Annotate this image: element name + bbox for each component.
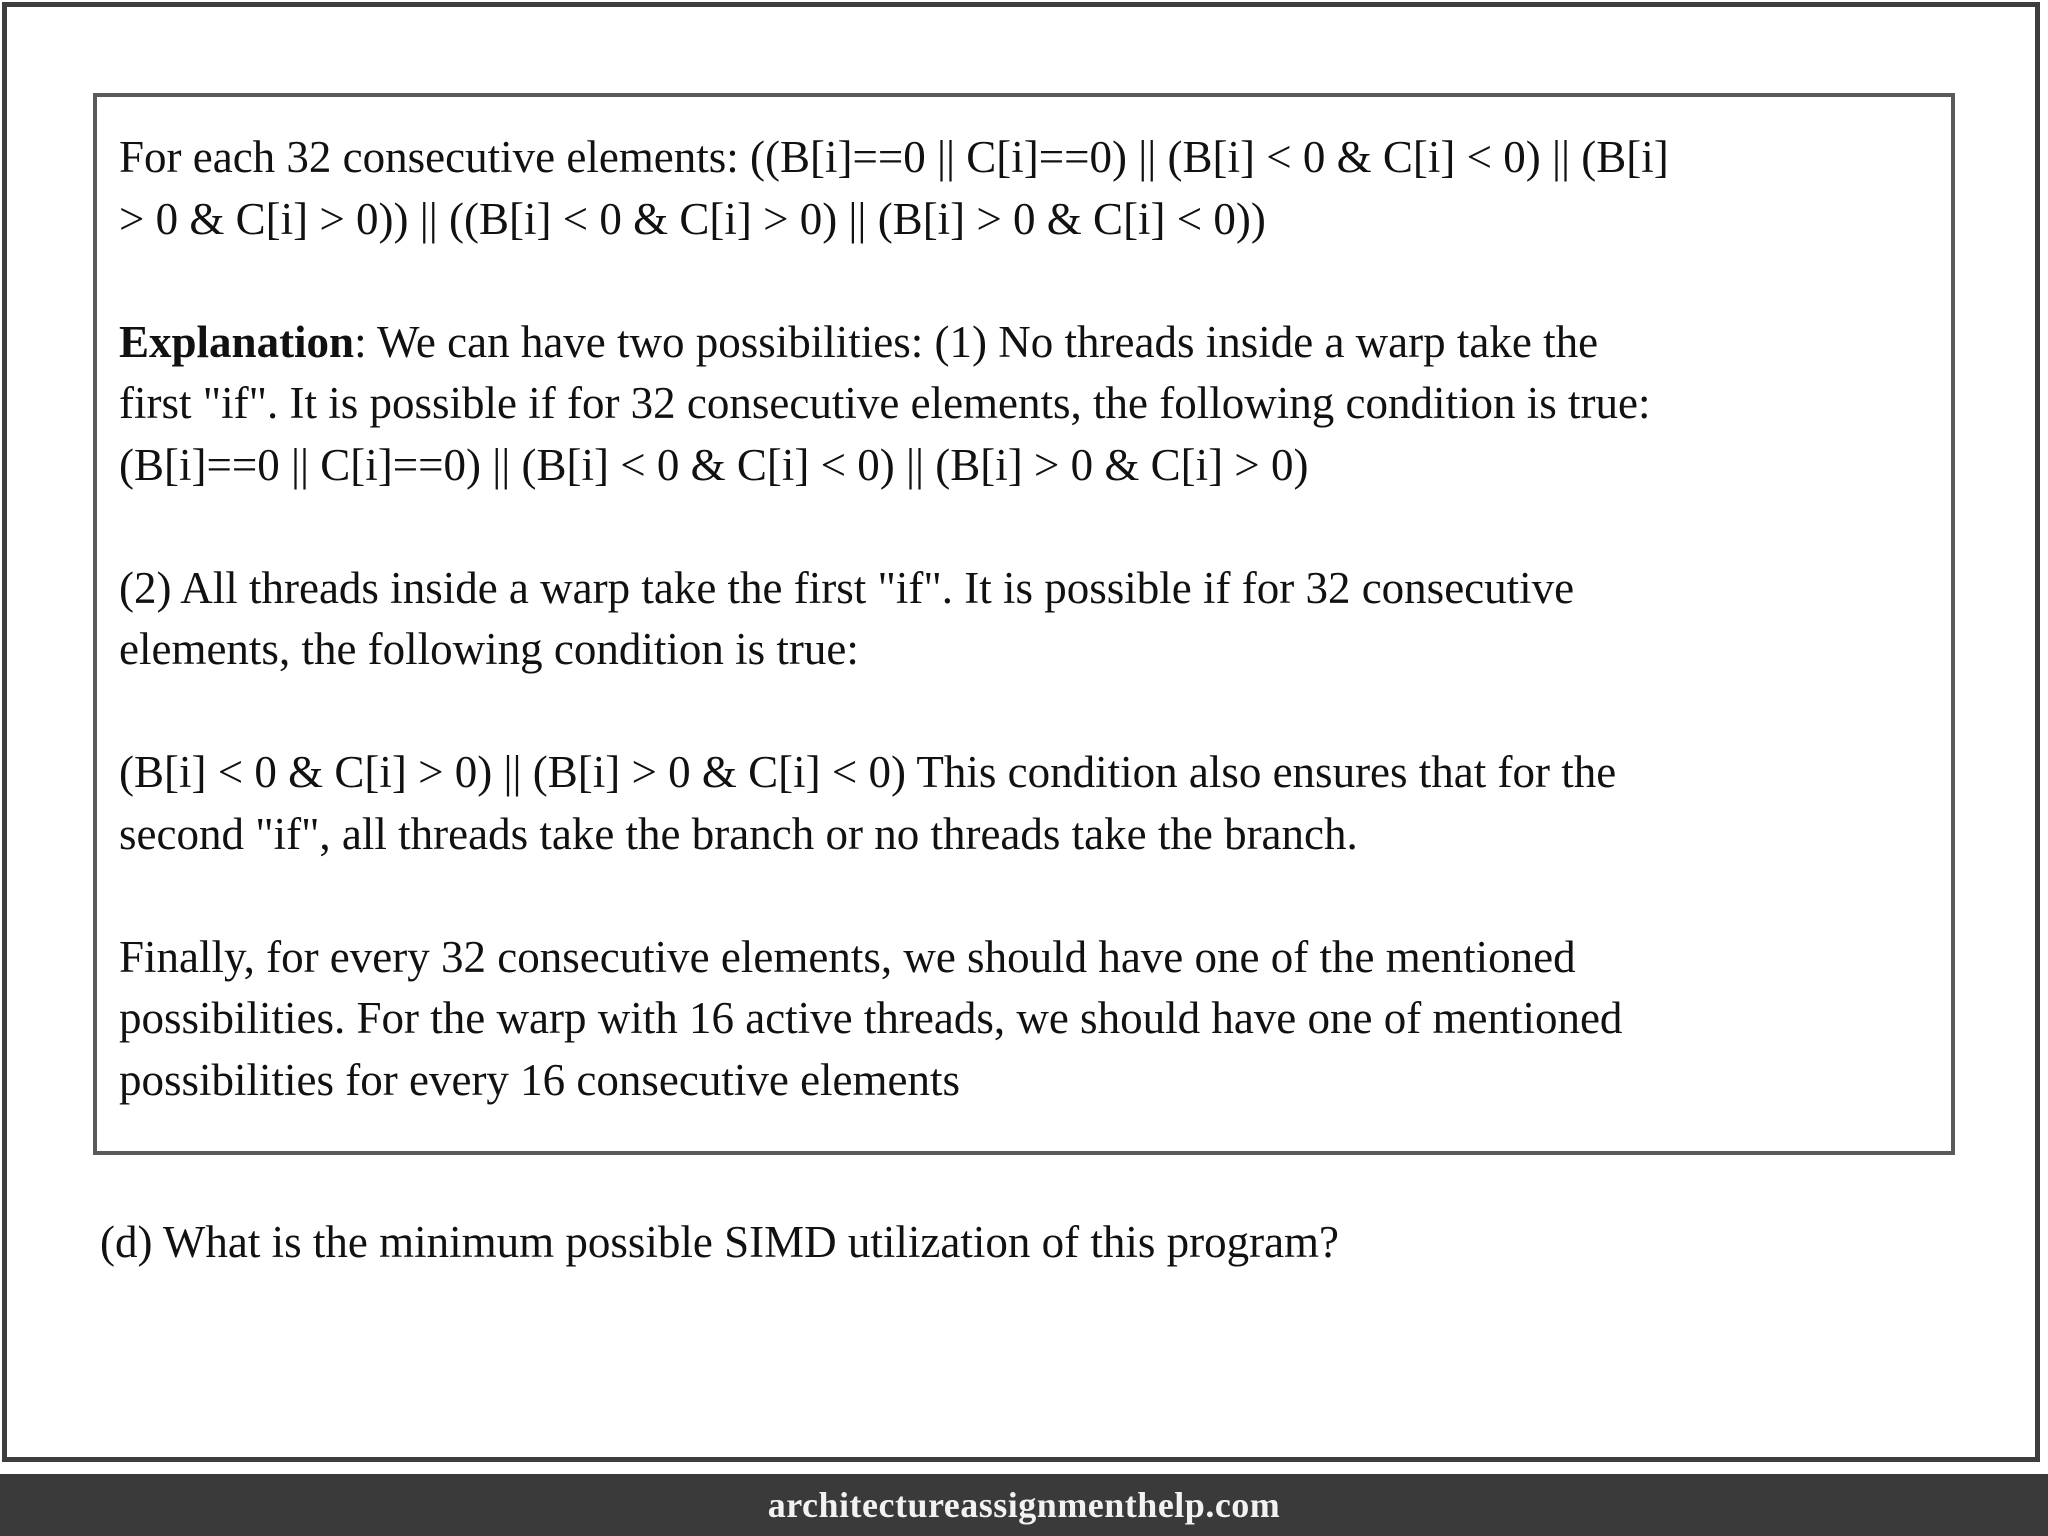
footer-site-link[interactable]: architectureassignmenthelp.com [767, 1485, 1281, 1525]
condition-text: For each 32 consecutive elements: ((B[i]==0 || C[i]==0) || (B[i] < 0 & C[i] < 0) || (B[i] > 0 & C[i] > 0)) || ((B[i] < 0 & C[i] > 0) || (B[i] > 0 & C[i] < 0)) [119, 132, 1669, 244]
explanation-text: : We can have two possibilities: (1) No threads inside a warp take the first "if". It is possible if for 32 consecutive elements, the following condition is true: (B[i]==0 || C[i]==0) || (B[i] < 0 & C[i] < 0) || (B[i] > 0 & C[i] > 0) [119, 316, 1651, 490]
explanation-label: Explanation [119, 316, 355, 367]
spacer [119, 250, 1951, 312]
answer-box [93, 93, 1955, 1155]
spacer [119, 681, 1951, 743]
spacer [119, 496, 1951, 558]
possibility-two-text: (2) All threads inside a warp take the first "if". It is possible if for 32 consecutive elements, the following condition is true: [119, 562, 1575, 674]
explanation-paragraph [119, 312, 1951, 497]
condition-two-text: (B[i] < 0 & C[i] > 0) || (B[i] > 0 & C[i] < 0) This condition also ensures that for the second "if", all threads take the branch or no threads take the branch. [119, 747, 1617, 859]
finally-text: Finally, for every 32 consecutive elements, we should have one of the mentioned possibilities. For the warp with 16 active threads, we should have one of mentioned possibilities for every 16 consecutive elements [119, 931, 1623, 1105]
spacer [119, 865, 1951, 927]
question-text: (d) What is the minimum possible SIMD utilization of this program? [100, 1217, 1340, 1267]
footer-bar [0, 1474, 2048, 1536]
